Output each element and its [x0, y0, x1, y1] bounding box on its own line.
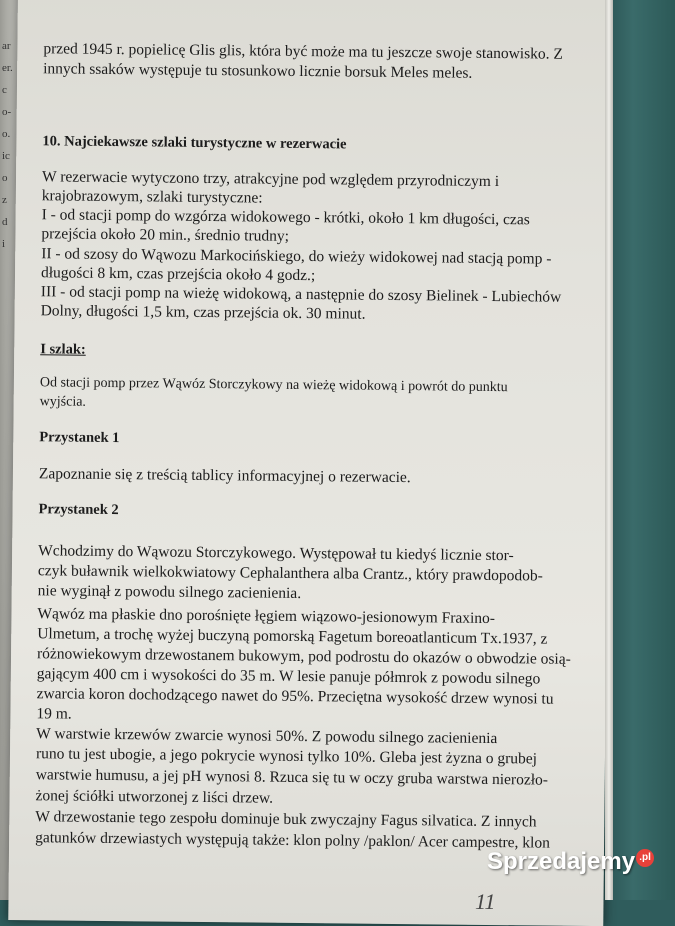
- text-line: przejścia około 20 min., średnio trudny;: [41, 225, 290, 245]
- text-line: Wąwóz ma płaskie dno porośnięte łęgiem wiązowo-jesionowym Fraxino-: [37, 605, 496, 628]
- text-line: przed 1945 r. popielicę Glis glis, która być może ma tu jeszcze swoje stanowisko. Z: [43, 40, 563, 63]
- text-line: 19 m.: [36, 705, 72, 723]
- text-line: W warstwie krzewów zwarcie wynosi 50%. Z powodu silnego zacienienia: [36, 725, 498, 748]
- underlying-text-fragment: c: [2, 84, 7, 96]
- text-line: I - od stacji pomp do wzgórza widokowego - krótki, około 1 km długości, czas: [41, 206, 530, 229]
- text-line: różnowiekowym drzewostanem bukowym, pod podrostu do okazów o obwodzie osią-: [36, 645, 571, 668]
- text-line: Przystanek 2: [38, 501, 119, 519]
- text-line: II - od szosy do Wąwozu Markocińskiego, do wieży widokowej nad stacją pomp -: [41, 245, 552, 268]
- underlying-text-fragment: o: [2, 172, 8, 184]
- underlying-text-fragment: o.: [2, 128, 11, 140]
- text-line: Dolny, długości 1,5 km, czas przejścia ok. 30 minut.: [40, 302, 366, 323]
- watermark-badge: .pl: [636, 849, 654, 867]
- underlying-text-fragment: d: [2, 216, 8, 228]
- text-line: Przystanek 1: [39, 429, 120, 447]
- text-line: innych ssaków występuje tu stosunkowo licznie borsuk Meles meles.: [43, 60, 473, 82]
- underlying-text-fragment: er.: [2, 62, 13, 74]
- text-line: I szlak:: [40, 341, 86, 358]
- text-line: 10. Najciekawsze szlaki turystyczne w rezerwacie: [42, 133, 347, 153]
- underlying-text-fragment: o-: [2, 106, 12, 118]
- text-line: Zapoznanie się z treścią tablicy informacyjnej o rezerwacie.: [38, 465, 411, 487]
- text-line: długości 8 km, czas przejścia około 4 godz.;: [40, 264, 316, 285]
- text-line: W rezerwacie wytyczono trzy, atrakcyjne pod względem przyrodniczym i: [41, 168, 500, 191]
- text-line: Ulmetum, a trochę wyżej buczyną pomorską Fagetum boreoatlanticum Tx.1937, z: [37, 625, 548, 648]
- text-line: runo tu jest ubogie, a jego pokrycie wynosi tylko 10%. Gleba jest żyzna o grubej: [35, 745, 538, 768]
- underlying-text-fragment: ar: [2, 40, 11, 52]
- text-line: krajobrazowym, szlaki turystyczne:: [41, 187, 263, 207]
- background-surface: [605, 0, 675, 900]
- text-line: zwarcia koron dochodzącego nawet do 95%. Przeciętna wysokość drzew wynosi tu: [36, 685, 554, 708]
- book-page: [8, 0, 613, 926]
- text-line: Od stacji pomp przez Wąwóz Storczykowy na wieżę widokową i powrót do punktu: [39, 375, 508, 396]
- text-line: W drzewostanie tego zespołu dominuje buk zwyczajny Fagus silvatica. Z innych: [35, 808, 537, 831]
- text-line: warstwie humusu, a jej pH wynosi 8. Rzuca się tu w oczy gruba warstwa nierozło-: [35, 766, 549, 789]
- watermark-logo: [487, 848, 654, 876]
- text-line: czyk buławnik wielkokwiatowy Cephalanthera alba Crantz., który prawdopodob-: [37, 562, 543, 585]
- text-line: gatunków drzewiastych występują także: klon polny /paklon/ Acer campestre, klon: [35, 829, 550, 852]
- text-line: żonej ściółki utworzonej z liści drzew.: [35, 787, 274, 807]
- page-number: 11: [474, 888, 496, 915]
- watermark-text: Sprzedajemy: [487, 848, 636, 875]
- text-line: Wchodzimy do Wąwozu Storczykowego. Występował tu kiedyś licznie stor-: [38, 542, 514, 565]
- text-line: nie wyginął z powodu silnego zacienienia.: [37, 582, 302, 602]
- text-line: III - od stacji pomp na wieżę widokową, a następnie do szosy Bielinek - Lubiechów: [40, 283, 562, 306]
- underlying-text-fragment: ic: [2, 150, 10, 162]
- underlying-text-fragment: i: [2, 238, 6, 250]
- text-line: wyjścia.: [39, 394, 87, 410]
- underlying-text-fragment: z: [2, 194, 7, 206]
- text-line: gającym 400 cm i wysokości do 35 m. W lesie panuje półmrok z powodu silnego: [36, 665, 541, 688]
- page-edge: [605, 0, 613, 900]
